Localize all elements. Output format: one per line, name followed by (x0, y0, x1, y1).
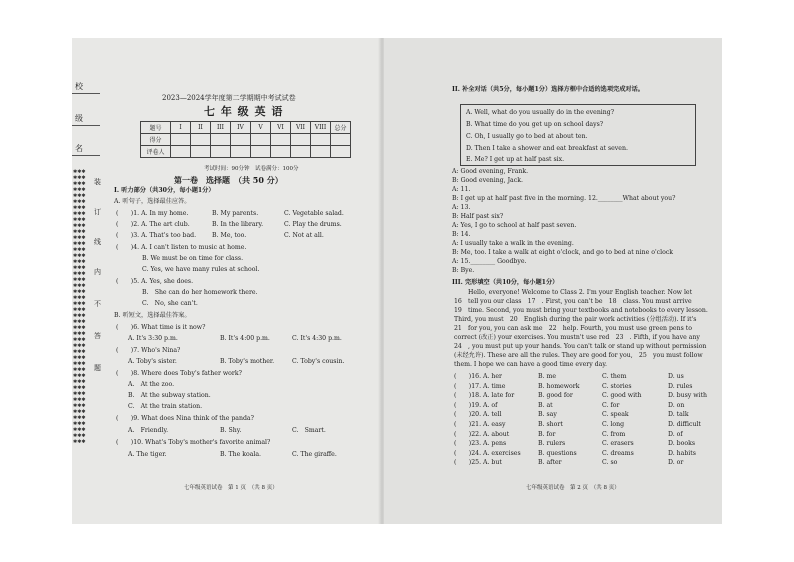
page-1 (72, 38, 384, 524)
option-b: B. It's 4:00 p.m. (220, 335, 270, 342)
choice-b: B. me (538, 373, 557, 380)
score-cell: VI (271, 122, 291, 134)
seal-char: 线 (94, 238, 101, 246)
option-a: A. The tiger. (128, 451, 167, 458)
choice-c: C. good with (602, 392, 642, 400)
score-cell: 题号 (141, 122, 171, 134)
score-cell: II (191, 122, 211, 134)
binding-line (72, 93, 100, 94)
choice-question: ( )16. A. her (454, 373, 503, 380)
seal-char: 内 (94, 268, 101, 276)
exam-meta: 考试时间：90分钟 试卷满分：100分 (204, 166, 299, 172)
option-c: C. The giraffe. (292, 451, 337, 458)
option-c: C. At the train station. (128, 403, 203, 410)
choice-c: C. them (602, 373, 627, 380)
question-item: ( )10. What's Toby's mother's favorite animal? (116, 439, 271, 446)
choice-question: ( )23. A. pens (454, 440, 507, 448)
question-item: ( )9. What does Nina think of the panda? (116, 415, 254, 422)
choice-d: D. of (668, 430, 683, 438)
choice-d: D. on (668, 401, 685, 409)
dialog-line: A: Good evening, Frank. (452, 168, 529, 175)
choice-question: ( )21. A. easy (454, 421, 506, 428)
box-option: D. Then I take a shower and eat breakfast at seven. (466, 145, 628, 152)
choice-b: B. at (538, 401, 553, 409)
page-2 (384, 38, 722, 524)
passage-line: (未经允许). These are all the rules. They are good for you, 25 you must follow (454, 352, 703, 359)
option-b: B. At the subway station. (128, 392, 211, 399)
score-cell: V (251, 122, 271, 134)
page-footer: 七年级英语试卷 第 1 页 （共 8 页） (184, 485, 278, 491)
box-option: C. Oh, I usually go to bed at about ten. (466, 133, 588, 140)
binding-line (72, 155, 100, 156)
score-table-head (141, 122, 351, 134)
option-b: B. Toby's mother. (220, 358, 275, 365)
option-a: A. It's 3:30 p.m. (128, 335, 178, 342)
choice-c: C. erasers (602, 440, 634, 448)
box-option: B. What time do you get up on school days? (466, 121, 604, 128)
choice-b: B. for (538, 430, 556, 438)
dialog-line: A: Yes, I go to school at half past seven. (452, 222, 577, 229)
question-item: ( )2. A. The art club. (116, 221, 190, 228)
score-cell: 评卷人 (141, 146, 171, 158)
option-b: B. The koala. (220, 451, 262, 458)
question-item: ( )5. A. Yes, she does. (116, 278, 194, 285)
question-item: ( )6. What time is it now? (116, 324, 206, 331)
page-footer: 七年级英语试卷 第 2 页 （共 8 页） (526, 485, 620, 491)
option-c: C. Smart. (292, 427, 326, 434)
passage-line: Third, you must 20 English during the pair work activities (分组活动). If it's (454, 316, 697, 323)
score-cell: 得分 (141, 134, 171, 146)
dialog-line: A: I usually take a walk in the evening. (452, 240, 574, 247)
option-a: A. At the zoo. (128, 381, 175, 388)
choice-b: B. short (538, 421, 563, 428)
choice-d: D. rules (668, 382, 693, 390)
option-c: C. Yes, we have many rules at school. (142, 266, 260, 273)
choice-b: B. rulers (538, 440, 566, 448)
dialog-line: B: Me, too. I take a walk at eight o'clock, and go to bed at nine o'clock (452, 249, 674, 256)
option-c: C. Vegetable salad. (284, 210, 344, 217)
option-a: A. Toby's sister. (128, 358, 177, 365)
dialog-line: B: Good evening, Jack. (452, 177, 523, 184)
choice-question: ( )22. A. about (454, 430, 510, 438)
choice-question: ( )17. A. time (454, 382, 506, 390)
question-item: ( )1. A. In my home. (116, 210, 189, 217)
passage-line: 21 for you, you can ask me 22 help. Fourth, you must use green pens to (454, 325, 692, 332)
binding-strip (72, 73, 101, 513)
exam-subject-title: 七 年 级 英 语 (204, 105, 284, 118)
seal-char: 装 (94, 178, 101, 186)
dialog-line: A: 13. (452, 204, 471, 211)
choice-c: C. stories (602, 382, 632, 390)
option-b: B. My parents. (212, 210, 259, 217)
score-table (140, 121, 351, 158)
dialog-line: B: 14. (452, 231, 471, 238)
choice-d: D. habits (668, 449, 696, 457)
binding-label-school: 校 (75, 82, 83, 91)
passage-line: them. I hope we can have a good time every day. (454, 361, 607, 368)
score-cell: I (171, 122, 191, 134)
choice-b: B. questions (538, 449, 577, 457)
option-c: C. Toby's cousin. (292, 358, 345, 365)
score-cell: 总分 (331, 122, 351, 134)
seal-char: 题 (94, 364, 101, 372)
option-b: B. She can do her homework there. (142, 289, 258, 296)
question-item: ( )7. Who's Nina? (116, 347, 181, 354)
choice-c: C. from (602, 430, 626, 438)
passage-line: 16 tell you our class 17 . First, you can't be 18 class. You must arrive (454, 298, 692, 305)
section-heading-listening: I. 听力部分（共30分，每小题1分） (114, 187, 215, 194)
seal-char: 答 (94, 332, 101, 340)
binding-label-name: 名 (75, 144, 83, 153)
option-a: A. Friendly. (128, 427, 169, 434)
score-table-row (141, 146, 351, 158)
score-cell: IV (231, 122, 251, 134)
seal-char: 不 (94, 300, 101, 308)
dialog-line: A: 11. (452, 186, 471, 193)
choice-d: D. talk (668, 411, 689, 419)
option-b: B. In the library. (212, 221, 264, 228)
choice-question: ( )24. A. exercises (454, 449, 521, 457)
score-cell: III (211, 122, 231, 134)
choice-d: D. difficult (668, 421, 701, 428)
binding-label-class: 级 (75, 114, 83, 123)
dialog-line: A: 15.________ Goodbye. (452, 258, 527, 265)
question-item: ( )3. A. That's too bad. (116, 232, 197, 239)
choice-b: B. good for (538, 392, 573, 400)
box-option: A. Well, what do you usually do in the evening? (466, 109, 615, 116)
choice-b: B. after (538, 459, 562, 467)
section-heading-dialog: II. 补全对话（共5分，每小题1分）选择方框中合适的选项完成对话。 (452, 86, 644, 93)
choice-b: B. say (538, 411, 557, 419)
exam-paper-scan (72, 38, 722, 524)
choice-question: ( )20. A. tell (454, 411, 502, 419)
seal-char: 订 (94, 208, 101, 216)
sub-heading-a: A. 听句子，选择最佳应答。 (114, 198, 191, 205)
dialog-line: B: Half past six? (452, 213, 504, 220)
passage-line: 19 time. Second, you must bring your textbooks and notebooks to every lesson. (454, 307, 708, 314)
box-option: E. Me? I get up at half past six. (466, 156, 565, 163)
exam-year-title: 2023—2024学年度第二学期期中考试试卷 (162, 94, 296, 102)
choice-d: D. or (668, 459, 684, 467)
choice-c: C. so (602, 459, 618, 467)
choice-c: C. dreams (602, 449, 634, 457)
choice-question: ( )19. A. of (454, 401, 498, 409)
score-cell: VIII (311, 122, 331, 134)
score-table-row (141, 134, 351, 146)
volume-heading: 第一卷 选择题 （共 50 分） (174, 175, 283, 185)
question-item: ( )8. Where does Toby's father work? (116, 370, 242, 377)
option-b: B. Me, too. (212, 232, 247, 239)
dialog-line: B: Bye. (452, 267, 475, 274)
choice-c: C. long (602, 421, 625, 428)
choice-question: ( )18. A. late for (454, 392, 515, 400)
question-item: ( )4. A. I can't listen to music at home. (116, 244, 247, 251)
option-b: B. We must be on time for class. (142, 255, 244, 262)
choice-b: B. homework (538, 382, 580, 390)
option-c: C. Not at all. (284, 232, 324, 239)
option-c: C. Play the drums. (284, 221, 342, 228)
score-cell: VII (291, 122, 311, 134)
passage-line: correct (改正) your exercises. You mustn't use red 23 . Fifth, if you have any (454, 334, 700, 341)
passage-line: 24 , you must put up your hands. You can't talk or stand up without permission (454, 343, 707, 350)
option-c: C. It's 4:30 p.m. (292, 335, 342, 342)
section-heading-cloze: III. 完形填空（共10分，每小题1分） (452, 279, 559, 286)
dialog-line: B: I get up at half past five in the morning. 12.________What about you? (452, 195, 676, 202)
choice-c: C. for (602, 401, 620, 409)
option-b: B. Shy. (220, 427, 242, 434)
option-c: C. No, she can't. (142, 300, 198, 307)
choice-d: D. us (668, 373, 684, 380)
passage-line: Hello, everyone! Welcome to Class 2. I'm your English teacher. Now let (468, 289, 693, 296)
choice-d: D. busy with (668, 392, 708, 400)
choice-d: D. books (668, 440, 696, 448)
sub-heading-b: B. 听短文，选择最佳答案。 (114, 312, 191, 319)
binding-line (72, 125, 100, 126)
choice-question: ( )25. A. but (454, 459, 502, 467)
choice-c: C. speak (602, 411, 629, 419)
star-border-decoration: ✱✱✱ ✱✱✱ ✱✱✱ ✱✱✱ ✱✱✱ ✱✱✱ ✱✱✱ ✱✱✱ ✱✱✱ ✱✱✱ ✱✱✱ ✱✱✱ ✱✱✱ ✱✱✱ ✱✱✱ ✱✱✱ ✱✱✱ ✱✱✱ ✱✱✱ ✱✱✱ ✱✱✱ ✱✱✱ ✱✱✱ ✱✱✱ ✱✱✱ ✱✱✱ ✱✱✱ ✱✱✱ ✱✱✱ ✱✱✱ ✱✱✱ ✱✱✱ ✱✱✱ ✱✱✱ ✱✱✱ ✱✱✱ ✱✱✱ ✱✱✱ ✱✱✱ ✱✱✱ ✱✱✱ ✱✱✱ ✱✱✱ ✱✱✱ ✱✱✱ ✱✱✱ (73, 169, 86, 445)
